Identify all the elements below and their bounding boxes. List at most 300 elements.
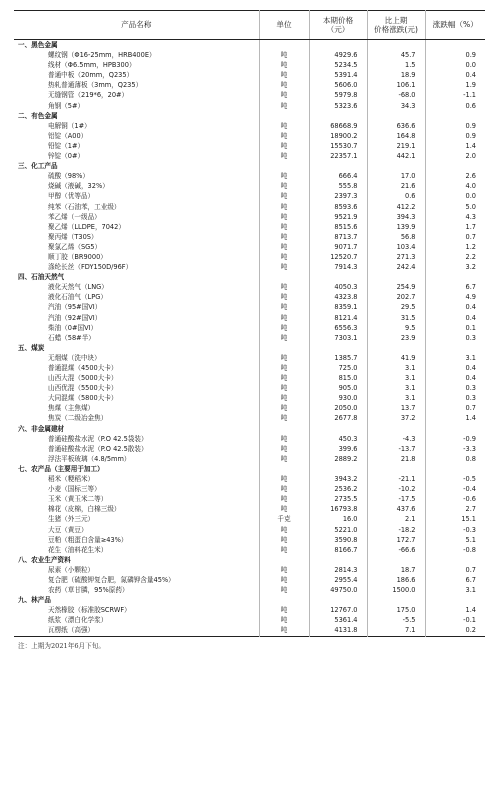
percent-cell: 15.1	[425, 514, 485, 524]
price-cell: 9521.9	[309, 212, 367, 222]
table-row	[14, 403, 485, 413]
price-cell: 815.0	[309, 373, 367, 383]
unit-cell: 吨	[259, 625, 309, 636]
empty-cell	[259, 555, 309, 565]
unit-cell: 吨	[259, 444, 309, 454]
unit-cell: 吨	[259, 494, 309, 504]
change-cell: 202.7	[367, 292, 425, 302]
percent-cell: -0.1	[425, 615, 485, 625]
product-name-cell: 苯乙烯（一级品）	[48, 212, 101, 221]
unit-cell: 吨	[259, 282, 309, 292]
category-row	[14, 343, 485, 353]
change-cell: -17.5	[367, 494, 425, 504]
percent-cell: -0.5	[425, 474, 485, 484]
table-row	[14, 50, 485, 60]
category-row	[14, 555, 485, 565]
empty-cell	[309, 272, 367, 282]
product-name-cell: 大豆（黄豆）	[48, 525, 88, 534]
category-row	[14, 161, 485, 171]
change-cell: -21.1	[367, 474, 425, 484]
price-cell: 68668.9	[309, 121, 367, 131]
change-cell: 442.1	[367, 151, 425, 161]
percent-cell: 4.0	[425, 181, 485, 191]
empty-cell	[367, 595, 425, 605]
product-name-cell: 棉花（皮棉，白棉三级）	[48, 505, 121, 514]
unit-cell: 吨	[259, 413, 309, 423]
percent-cell: 3.1	[425, 585, 485, 595]
table-row	[14, 151, 485, 161]
empty-cell	[367, 161, 425, 171]
empty-cell	[309, 161, 367, 171]
table-row	[14, 242, 485, 252]
change-cell: 175.0	[367, 605, 425, 615]
empty-cell	[259, 464, 309, 474]
table-row	[14, 373, 485, 383]
category-row	[14, 424, 485, 434]
header-price-change	[367, 11, 425, 40]
product-name-cell: 焦煤（主焦煤）	[48, 404, 95, 413]
price-cell: 5979.8	[309, 90, 367, 100]
price-cell: 4929.6	[309, 50, 367, 60]
percent-cell: 0.3	[425, 333, 485, 343]
change-cell: 1.5	[367, 60, 425, 70]
change-cell: 21.8	[367, 454, 425, 464]
table-row	[14, 434, 485, 444]
table-row	[14, 262, 485, 272]
percent-cell: 0.7	[425, 232, 485, 242]
empty-cell	[259, 161, 309, 171]
category-row	[14, 40, 485, 51]
price-cell: 2536.2	[309, 484, 367, 494]
price-table	[14, 10, 485, 637]
percent-cell: 6.7	[425, 575, 485, 585]
unit-cell: 吨	[259, 535, 309, 545]
price-cell: 2955.4	[309, 575, 367, 585]
table-row	[14, 625, 485, 636]
change-cell: 164.8	[367, 131, 425, 141]
product-name-cell: 瓦楞纸（高强）	[48, 626, 95, 635]
header-price-change-line2: 价格涨跌(元)	[374, 25, 418, 34]
percent-cell: 4.3	[425, 212, 485, 222]
product-name-cell: 螺纹钢（Φ16-25mm，HRB400E）	[48, 51, 156, 60]
empty-cell	[309, 555, 367, 565]
change-cell: 2.1	[367, 514, 425, 524]
change-cell: 23.9	[367, 333, 425, 343]
percent-cell: -1.1	[425, 90, 485, 100]
product-name-cell: 石蜡（58#半）	[48, 333, 95, 342]
table-row	[14, 413, 485, 423]
product-name-cell: 稻米（粳稻米）	[48, 475, 95, 484]
price-cell: 16.0	[309, 514, 367, 524]
price-cell: 2889.2	[309, 454, 367, 464]
price-cell: 4323.8	[309, 292, 367, 302]
unit-cell: 吨	[259, 151, 309, 161]
change-cell: 139.9	[367, 222, 425, 232]
unit-cell: 吨	[259, 605, 309, 615]
price-cell: 2677.8	[309, 413, 367, 423]
unit-cell: 吨	[259, 363, 309, 373]
unit-cell: 吨	[259, 90, 309, 100]
table-row	[14, 393, 485, 403]
unit-cell: 吨	[259, 484, 309, 494]
change-cell: 394.3	[367, 212, 425, 222]
change-cell: 186.6	[367, 575, 425, 585]
percent-cell: 1.4	[425, 141, 485, 151]
change-cell: 45.7	[367, 50, 425, 60]
table-row	[14, 615, 485, 625]
percent-cell: 0.9	[425, 50, 485, 60]
price-cell: 5221.0	[309, 525, 367, 535]
category-row	[14, 464, 485, 474]
percent-cell: 2.0	[425, 151, 485, 161]
price-cell: 3943.2	[309, 474, 367, 484]
unit-cell: 吨	[259, 434, 309, 444]
header-current-price-line2: （元）	[326, 25, 350, 34]
unit-cell: 吨	[259, 525, 309, 535]
unit-cell: 吨	[259, 80, 309, 90]
percent-cell: 0.0	[425, 191, 485, 201]
percent-cell: -0.3	[425, 525, 485, 535]
product-name-cell: 锌锭（0#）	[48, 152, 85, 161]
price-cell: 555.8	[309, 181, 367, 191]
table-row	[14, 494, 485, 504]
empty-cell	[309, 595, 367, 605]
unit-cell: 吨	[259, 232, 309, 242]
product-name-cell: 小麦（国标三等）	[48, 485, 101, 494]
change-cell: -68.0	[367, 90, 425, 100]
percent-cell: 0.7	[425, 565, 485, 575]
product-name-cell: 天然橡胶（标准胶SCRWF）	[48, 606, 131, 615]
empty-cell	[425, 555, 485, 565]
product-name-cell: 无缝钢管（219*6，20#）	[48, 91, 129, 100]
empty-cell	[309, 40, 367, 51]
product-name-cell: 汽油（92#国VI）	[48, 313, 102, 322]
percent-cell: 1.7	[425, 222, 485, 232]
table-row	[14, 514, 485, 524]
change-cell: -66.6	[367, 545, 425, 555]
table-row	[14, 454, 485, 464]
table-row	[14, 70, 485, 80]
table-row	[14, 181, 485, 191]
price-cell: 450.3	[309, 434, 367, 444]
unit-cell: 吨	[259, 333, 309, 343]
empty-cell	[425, 272, 485, 282]
unit-cell: 吨	[259, 383, 309, 393]
product-name-cell: 生猪（外三元）	[48, 515, 95, 524]
product-name-cell: 柴油（0#国VI）	[48, 323, 98, 332]
unit-cell: 吨	[259, 353, 309, 363]
percent-cell: 0.4	[425, 363, 485, 373]
product-name-cell: 热轧普通薄板（3mm，Q235）	[48, 81, 143, 90]
empty-cell	[259, 424, 309, 434]
unit-cell: 吨	[259, 242, 309, 252]
product-name-cell: 浮法平板玻璃（4.8/5mm）	[48, 454, 131, 463]
header-current-price	[309, 11, 367, 40]
category-title: 七、农产品（主要用于加工）	[18, 464, 104, 473]
price-cell: 7914.3	[309, 262, 367, 272]
unit-cell: 吨	[259, 181, 309, 191]
unit-cell: 吨	[259, 70, 309, 80]
price-cell: 4131.8	[309, 625, 367, 636]
change-cell: 34.3	[367, 101, 425, 111]
product-name-cell: 纸浆（漂白化学浆）	[48, 616, 108, 625]
price-cell: 12767.0	[309, 605, 367, 615]
table-row	[14, 535, 485, 545]
price-cell: 930.0	[309, 393, 367, 403]
change-cell: -5.5	[367, 615, 425, 625]
empty-cell	[425, 111, 485, 121]
price-cell: 399.6	[309, 444, 367, 454]
change-cell: 172.7	[367, 535, 425, 545]
percent-cell: 1.4	[425, 413, 485, 423]
percent-cell: 0.3	[425, 393, 485, 403]
percent-cell: 0.0	[425, 60, 485, 70]
table-header	[14, 11, 485, 40]
table-row	[14, 474, 485, 484]
table-row	[14, 80, 485, 90]
change-cell: 242.4	[367, 262, 425, 272]
unit-cell: 吨	[259, 212, 309, 222]
price-cell: 8359.1	[309, 302, 367, 312]
price-cell: 8593.6	[309, 202, 367, 212]
product-name-cell: 烧碱（液碱，32%）	[48, 182, 109, 191]
empty-cell	[309, 111, 367, 121]
change-cell: 437.6	[367, 504, 425, 514]
empty-cell	[309, 343, 367, 353]
price-cell: 905.0	[309, 383, 367, 393]
table-row	[14, 292, 485, 302]
table-row	[14, 90, 485, 100]
percent-cell: -0.4	[425, 484, 485, 494]
table-row	[14, 333, 485, 343]
percent-cell: 2.2	[425, 252, 485, 262]
header-current-price-line1: 本期价格	[322, 15, 354, 25]
product-name-cell: 液化石油气（LPG）	[48, 293, 107, 302]
empty-cell	[367, 424, 425, 434]
price-cell: 8713.7	[309, 232, 367, 242]
table-row	[14, 232, 485, 242]
table-row	[14, 313, 485, 323]
change-cell: 7.1	[367, 625, 425, 636]
percent-cell: 0.7	[425, 403, 485, 413]
product-name-cell: 纯苯（石油苯，工业级）	[48, 202, 121, 211]
product-name-cell: 液化天然气（LNG）	[48, 283, 108, 292]
unit-cell: 吨	[259, 545, 309, 555]
change-cell: 3.1	[367, 363, 425, 373]
change-cell: 18.9	[367, 70, 425, 80]
percent-cell: 1.4	[425, 605, 485, 615]
unit-cell: 吨	[259, 141, 309, 151]
percent-cell: 3.2	[425, 262, 485, 272]
unit-cell: 吨	[259, 575, 309, 585]
price-cell: 7303.1	[309, 333, 367, 343]
percent-cell: 6.7	[425, 282, 485, 292]
category-row	[14, 111, 485, 121]
price-cell: 8166.7	[309, 545, 367, 555]
table-row	[14, 565, 485, 575]
price-cell: 2397.3	[309, 191, 367, 201]
price-cell: 725.0	[309, 363, 367, 373]
percent-cell: -0.9	[425, 434, 485, 444]
percent-cell: 0.3	[425, 383, 485, 393]
percent-cell: 1.2	[425, 242, 485, 252]
change-cell: 412.2	[367, 202, 425, 212]
unit-cell: 吨	[259, 403, 309, 413]
change-cell: 17.0	[367, 171, 425, 181]
percent-cell: 3.1	[425, 353, 485, 363]
change-cell: 254.9	[367, 282, 425, 292]
unit-cell: 吨	[259, 171, 309, 181]
change-cell: 37.2	[367, 413, 425, 423]
table-body	[14, 40, 485, 637]
change-cell: 3.1	[367, 393, 425, 403]
empty-cell	[367, 343, 425, 353]
percent-cell: 0.8	[425, 454, 485, 464]
empty-cell	[367, 272, 425, 282]
product-name-cell: 无烟煤（洗中块）	[48, 353, 101, 362]
unit-cell: 吨	[259, 252, 309, 262]
unit-cell: 吨	[259, 585, 309, 595]
product-name-cell: 线材（Φ6.5mm，HPB300）	[48, 61, 136, 70]
unit-cell: 吨	[259, 302, 309, 312]
product-name-cell: 豆粕（粗蛋白含量≥43%）	[48, 535, 128, 544]
price-cell: 22357.1	[309, 151, 367, 161]
category-row	[14, 272, 485, 282]
price-cell: 5391.4	[309, 70, 367, 80]
price-cell: 8121.4	[309, 313, 367, 323]
percent-cell: 0.1	[425, 323, 485, 333]
unit-cell: 吨	[259, 615, 309, 625]
change-cell: -18.2	[367, 525, 425, 535]
empty-cell	[425, 343, 485, 353]
product-name-cell: 复合肥（硫酸钾复合肥，氮磷钾含量45%）	[48, 575, 175, 584]
category-title: 四、石油天然气	[18, 273, 65, 282]
unit-cell: 千克	[259, 514, 309, 524]
product-name-cell: 角钢（5#）	[48, 101, 85, 110]
empty-cell	[367, 111, 425, 121]
product-name-cell: 普通混煤（4500大卡）	[48, 364, 118, 372]
table-row	[14, 282, 485, 292]
table-row	[14, 202, 485, 212]
empty-cell	[425, 595, 485, 605]
percent-cell: 5.0	[425, 202, 485, 212]
change-cell: 13.7	[367, 403, 425, 413]
empty-cell	[309, 464, 367, 474]
product-name-cell: 涤纶长丝（FDY150D/96F）	[48, 263, 133, 272]
percent-cell: -0.6	[425, 494, 485, 504]
unit-cell: 吨	[259, 474, 309, 484]
table-row	[14, 575, 485, 585]
change-cell: 29.5	[367, 302, 425, 312]
change-cell: 56.8	[367, 232, 425, 242]
change-cell: 271.3	[367, 252, 425, 262]
percent-cell: 1.9	[425, 80, 485, 90]
empty-cell	[425, 40, 485, 51]
category-row	[14, 595, 485, 605]
change-cell: 3.1	[367, 373, 425, 383]
product-name-cell: 普通硅酸盐水泥（P.O 42.5袋装）	[48, 434, 148, 443]
product-name-cell: 普通硅酸盐水泥（P.O 42.5散装）	[48, 444, 148, 453]
product-name-cell: 尿素（小颗粒）	[48, 565, 95, 574]
table-row	[14, 383, 485, 393]
table-row	[14, 101, 485, 111]
table-row	[14, 121, 485, 131]
price-cell: 2050.0	[309, 403, 367, 413]
change-cell: 18.7	[367, 565, 425, 575]
product-name-cell: 汽油（95#国VI）	[48, 303, 102, 312]
price-cell: 2814.3	[309, 565, 367, 575]
table-row	[14, 484, 485, 494]
category-title: 二、有色金属	[18, 111, 58, 120]
header-change-percent: 涨跌幅（%）	[425, 11, 485, 40]
header-product-name: 产品名称	[14, 11, 259, 40]
product-name-cell: 铝锭（A00）	[48, 131, 88, 140]
percent-cell: 0.4	[425, 302, 485, 312]
price-cell: 15530.7	[309, 141, 367, 151]
empty-cell	[309, 424, 367, 434]
table-row	[14, 171, 485, 181]
unit-cell: 吨	[259, 131, 309, 141]
price-cell: 5323.6	[309, 101, 367, 111]
empty-cell	[259, 343, 309, 353]
unit-cell: 吨	[259, 292, 309, 302]
price-cell: 12520.7	[309, 252, 367, 262]
price-cell: 18900.2	[309, 131, 367, 141]
product-name-cell: 电解铜（1#）	[48, 121, 91, 130]
category-title: 五、煤炭	[18, 343, 45, 352]
empty-cell	[367, 555, 425, 565]
price-cell: 5606.0	[309, 80, 367, 90]
unit-cell: 吨	[259, 101, 309, 111]
percent-cell: 0.6	[425, 101, 485, 111]
product-name-cell: 聚氯乙烯（SG5）	[48, 242, 102, 251]
percent-cell: -0.8	[425, 545, 485, 555]
unit-cell: 吨	[259, 222, 309, 232]
price-cell: 16793.8	[309, 504, 367, 514]
unit-cell: 吨	[259, 50, 309, 60]
unit-cell: 吨	[259, 323, 309, 333]
change-cell: 9.5	[367, 323, 425, 333]
change-cell: 31.5	[367, 313, 425, 323]
category-title: 六、非金属建材	[18, 424, 65, 433]
change-cell: -13.7	[367, 444, 425, 454]
empty-cell	[425, 161, 485, 171]
product-name-cell: 硫酸（98%）	[48, 172, 90, 181]
percent-cell: 4.9	[425, 292, 485, 302]
percent-cell: 0.4	[425, 373, 485, 383]
empty-cell	[259, 111, 309, 121]
unit-cell: 吨	[259, 121, 309, 131]
product-name-cell: 铅锭（1#）	[48, 141, 85, 150]
unit-cell: 吨	[259, 373, 309, 383]
footnote: 注：上期为2021年6月下旬。	[18, 641, 105, 650]
unit-cell: 吨	[259, 504, 309, 514]
table-row	[14, 60, 485, 70]
percent-cell: 0.4	[425, 313, 485, 323]
product-name-cell: 大同混煤（5800大卡）	[48, 394, 118, 403]
category-title: 八、农业生产资料	[18, 555, 71, 564]
price-cell: 9071.7	[309, 242, 367, 252]
category-title: 九、林产品	[18, 596, 51, 605]
product-name-cell: 甲醇（优等品）	[48, 192, 95, 201]
percent-cell: 0.2	[425, 625, 485, 636]
change-cell: 103.4	[367, 242, 425, 252]
unit-cell: 吨	[259, 60, 309, 70]
price-cell: 666.4	[309, 171, 367, 181]
table-row	[14, 545, 485, 555]
empty-cell	[259, 272, 309, 282]
table-row	[14, 141, 485, 151]
